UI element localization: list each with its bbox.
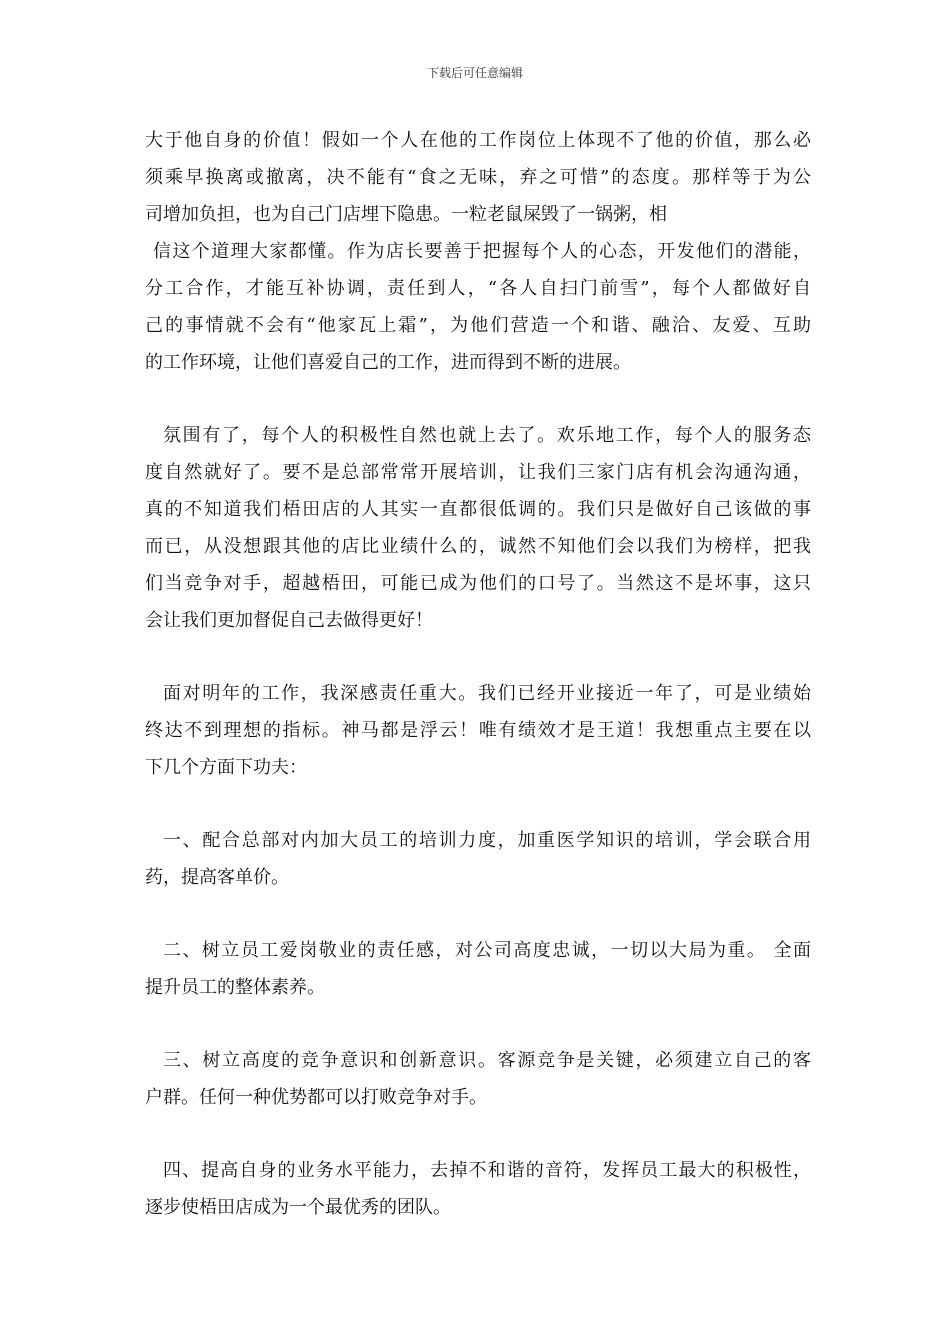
text-line: 四、提高自身的业务水平能力，去掉不和谐的音符，发挥员工最大的积极性， (163, 1160, 811, 1181)
text-line: 面对明年的工作，我深感责任重大。我们已经开业接近一年了，可是业绩始 (163, 683, 811, 704)
paragraph-gap (145, 896, 811, 932)
document-body (145, 122, 811, 1226)
text-line: 须乘早换离或撤离，决不能有“食之无味，弃之可惜”的态度。那样等于为公 (145, 167, 811, 188)
text-line: 而已，从没想跟其他的店比业绩什么的，诚然不知他们会以我们为榜样，把我 (145, 536, 811, 557)
page-header-note: 下载后可任意编辑 (426, 66, 523, 80)
paragraph (145, 675, 811, 786)
paragraph-gap (145, 381, 811, 417)
paragraph (145, 233, 811, 381)
text-line: 会让我们更加督促自己去做得更好！ (145, 610, 433, 631)
text-line: 逐步使梧田店成为一个最优秀的团队。 (145, 1197, 451, 1218)
text-line: 度自然就好了。要不是总部常常开展培训，让我们三家门店有机会沟通沟通， (145, 462, 811, 483)
text-line: 己的事情就不会有“他家瓦上霜”，为他们营造一个和谐、融洽、友爱、互助 (145, 315, 811, 336)
text-line: 信这个道理大家都懂。作为店长要善于把握每个人的心态，开发他们的潜能， (153, 241, 811, 262)
text-line: 二、树立员工爱岗敬业的责任感，对公司高度忠诚，一切以大局为重。 全面 (163, 940, 811, 961)
text-line: 分工合作，才能互补协调，责任到人，“各人自扫门前雪”，每个人都做好自 (145, 278, 811, 299)
text-line: 提升员工的整体素养。 (145, 977, 325, 998)
text-line: 下几个方面下功夫： (145, 757, 307, 778)
paragraph (145, 1152, 811, 1226)
paragraph-gap (145, 639, 811, 675)
paragraph (145, 122, 811, 233)
text-line: 三、树立高度的竞争意识和创新意识。客源竞争是关键，必须建立自己的客 (163, 1050, 811, 1071)
text-line: 的工作环境，让他们喜爱自己的工作，进而得到不断的进展。 (145, 352, 631, 373)
paragraph-gap (145, 1116, 811, 1152)
text-line: 们当竞争对手，超越梧田，可能已成为他们的口号了。当然这不是坏事，这只 (145, 573, 811, 594)
text-line: 司增加负担，也为自己门店埋下隐患。一粒老鼠屎毁了一锅粥，相 (145, 204, 667, 225)
text-line: 真的不知道我们梧田店的人其实一直都很低调的。我们只是做好自己该做的事 (145, 499, 811, 520)
text-line: 户群。任何一种优势都可以打败竞争对手。 (145, 1087, 487, 1108)
paragraph (145, 1042, 811, 1116)
paragraph-gap (145, 786, 811, 822)
text-line: 氛围有了，每个人的积极性自然也就上去了。欢乐地工作，每个人的服务态 (163, 425, 811, 446)
text-line: 终达不到理想的指标。神马都是浮云！唯有绩效才是王道！我想重点主要在以 (145, 720, 811, 741)
text-line: 药，提高客单价。 (145, 867, 289, 888)
text-line: 大于他自身的价值！假如一个人在他的工作岗位上体现不了他的价值，那么必 (145, 130, 811, 151)
paragraph-gap (145, 1006, 811, 1042)
paragraph (145, 417, 811, 639)
paragraph (145, 932, 811, 1006)
text-line: 一、配合总部对内加大员工的培训力度，加重医学知识的培训，学会联合用 (163, 830, 811, 851)
paragraph (145, 822, 811, 896)
